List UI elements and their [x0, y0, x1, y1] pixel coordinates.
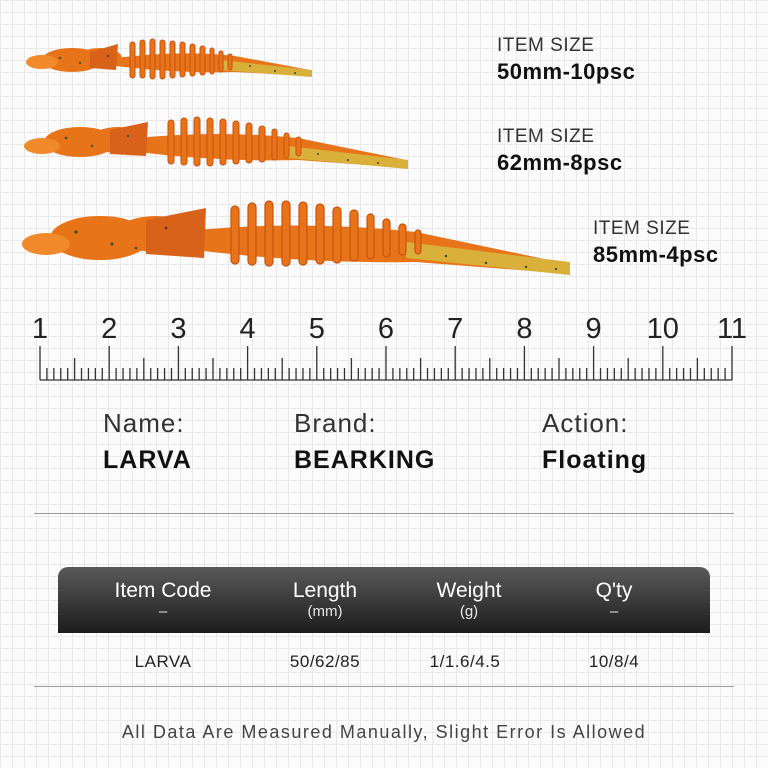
spec-brand: [294, 410, 435, 473]
header-weight: Weight (g): [436, 579, 502, 620]
item-size-value: 50mm-10psc: [497, 59, 636, 84]
item-size-value: 62mm-8psc: [497, 150, 623, 175]
header-qty: Q'ty –: [595, 579, 633, 620]
spec-brand-value: BEARKING: [294, 446, 436, 474]
spec-action-value: Floating: [542, 446, 648, 474]
ruler-label: 3: [170, 313, 187, 345]
ruler-label: 1: [31, 313, 49, 345]
item-size-label: ITEM SIZE: [497, 126, 595, 147]
lure-image-medium: [18, 108, 413, 176]
spec-action-label: Action:: [542, 408, 629, 438]
ruler-label: 5: [308, 313, 325, 345]
ruler-label: 4: [239, 313, 256, 345]
item-size-label: ITEM SIZE: [593, 218, 691, 239]
cell-weight: 1/1.6/4.5: [429, 652, 501, 671]
ruler-label: 9: [585, 313, 602, 345]
item-size-large: [593, 219, 719, 266]
ruler-label: 8: [516, 313, 533, 345]
divider: [34, 513, 734, 514]
ruler-label: 10: [646, 313, 679, 345]
spec-name-value: LARVA: [103, 446, 192, 474]
item-size-label: ITEM SIZE: [497, 35, 595, 56]
ruler-label: 6: [377, 313, 395, 345]
cell-length: 50/62/85: [289, 652, 361, 671]
spec-name: [103, 410, 192, 473]
spec-table-header: [58, 567, 710, 633]
divider: [34, 686, 734, 687]
lure-image-large: [16, 192, 576, 282]
ruler: [0, 300, 768, 390]
footer-note: All Data Are Measured Manually, Slight Error Is Allowed: [121, 722, 647, 742]
lure-image-small: [20, 30, 320, 86]
ruler-label: 7: [447, 313, 464, 345]
header-item-code: Item Code –: [114, 579, 212, 620]
spec-name-label: Name:: [103, 408, 185, 438]
spec-brand-label: Brand:: [294, 408, 377, 438]
item-size-small: [497, 36, 635, 83]
spec-action: [542, 410, 647, 473]
header-length: Length (mm): [292, 579, 358, 620]
ruler-label: 11: [716, 313, 748, 345]
cell-item-code: LARVA: [134, 652, 192, 671]
ruler-label: 2: [101, 313, 118, 345]
cell-qty: 10/8/4: [588, 652, 640, 671]
item-size-value: 85mm-4psc: [593, 242, 719, 267]
item-size-medium: [497, 127, 623, 174]
